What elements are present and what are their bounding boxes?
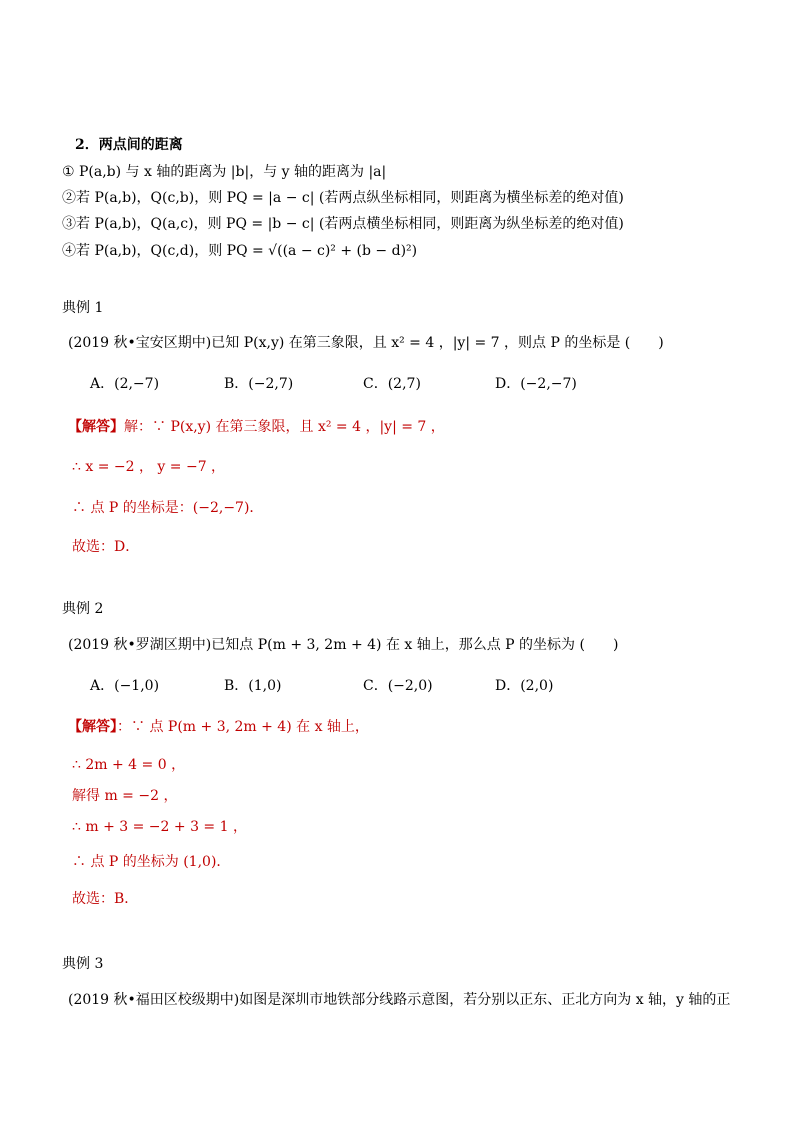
section-title: 2．两点间的距离 [75, 137, 183, 153]
example2-solution-4: ∴ m + 3 = −2 + 3 = 1 ， [72, 819, 247, 835]
example2-option-c: C．(−2,0) [363, 678, 433, 694]
example2-question: (2019 秋•罗湖区期中)已知点 P(m + 3, 2m + 4) 在 x 轴上，那么点 P 的坐标为 ( ) [68, 637, 619, 653]
example2-solution-3: 解得 m = −2 ， [72, 788, 178, 804]
formula-item-1: ① P(a,b) 与 x 轴的距离为 |b|，与 y 轴的距离为 |a| [62, 164, 387, 180]
formula-item-2: ②若 P(a,b)，Q(c,b)，则 PQ = |a − c| (若两点纵坐标相同，则距离为横坐标差的绝对值) [62, 190, 624, 206]
example3-heading: 典例 3 [62, 956, 104, 972]
formula-item-4: ④若 P(a,b)，Q(c,d)，则 PQ = √((a − c)² + (b − d)²) [62, 243, 418, 259]
example2-option-a: A．(−1,0) [90, 678, 160, 694]
example2-solution-2: ∴ 2m + 4 = 0 ， [72, 757, 186, 773]
solution-text: 解：∵ P(x,y) 在第三象限，且 x² = 4 ，|y| = 7 ， [124, 419, 445, 435]
example1-option-a: A．(2,−7) [90, 376, 160, 392]
example1-option-d: D．(−2,−7) [495, 376, 577, 392]
example1-solution-3: ∴ 点 P 的坐标是：(−2,−7)． [72, 500, 264, 516]
example2-option-b: B．(1,0) [224, 678, 282, 694]
formula-item-3: ③若 P(a,b)，Q(a,c)，则 PQ = |b − c| (若两点横坐标相同，则距离为纵坐标差的绝对值) [62, 216, 624, 232]
example2-solution-1 [68, 718, 369, 736]
example1-option-c: C．(2,7) [363, 376, 421, 392]
example2-solution-6: 故选：B． [72, 891, 139, 907]
solution-text: ：∵ 点 P(m + 3, 2m + 4) 在 x 轴上， [117, 719, 369, 735]
example2-solution-5: ∴ 点 P 的坐标为 (1,0)． [72, 854, 231, 870]
solution-tag: 【解答】 [68, 419, 124, 435]
example2-heading: 典例 2 [62, 601, 104, 617]
example1-solution-4: 故选：D． [72, 539, 140, 555]
solution-tag: 【解答】 [68, 719, 117, 735]
example1-solution-1 [68, 418, 445, 436]
example1-question: (2019 秋•宝安区期中)已知 P(x,y) 在第三象限，且 x² = 4 ，|y| = 7 ，则点 P 的坐标是 ( ) [68, 335, 664, 351]
example2-option-d: D．(2,0) [495, 678, 554, 694]
example1-solution-2: ∴ x = −2 ， y = −7 ， [72, 459, 226, 475]
example1-heading: 典例 1 [62, 300, 104, 316]
example1-option-b: B．(−2,7) [224, 376, 294, 392]
example3-question: (2019 秋•福田区校级期中)如图是深圳市地铁部分线路示意图，若分别以正东、正北方向为 x 轴，y 轴的正 [68, 992, 731, 1008]
